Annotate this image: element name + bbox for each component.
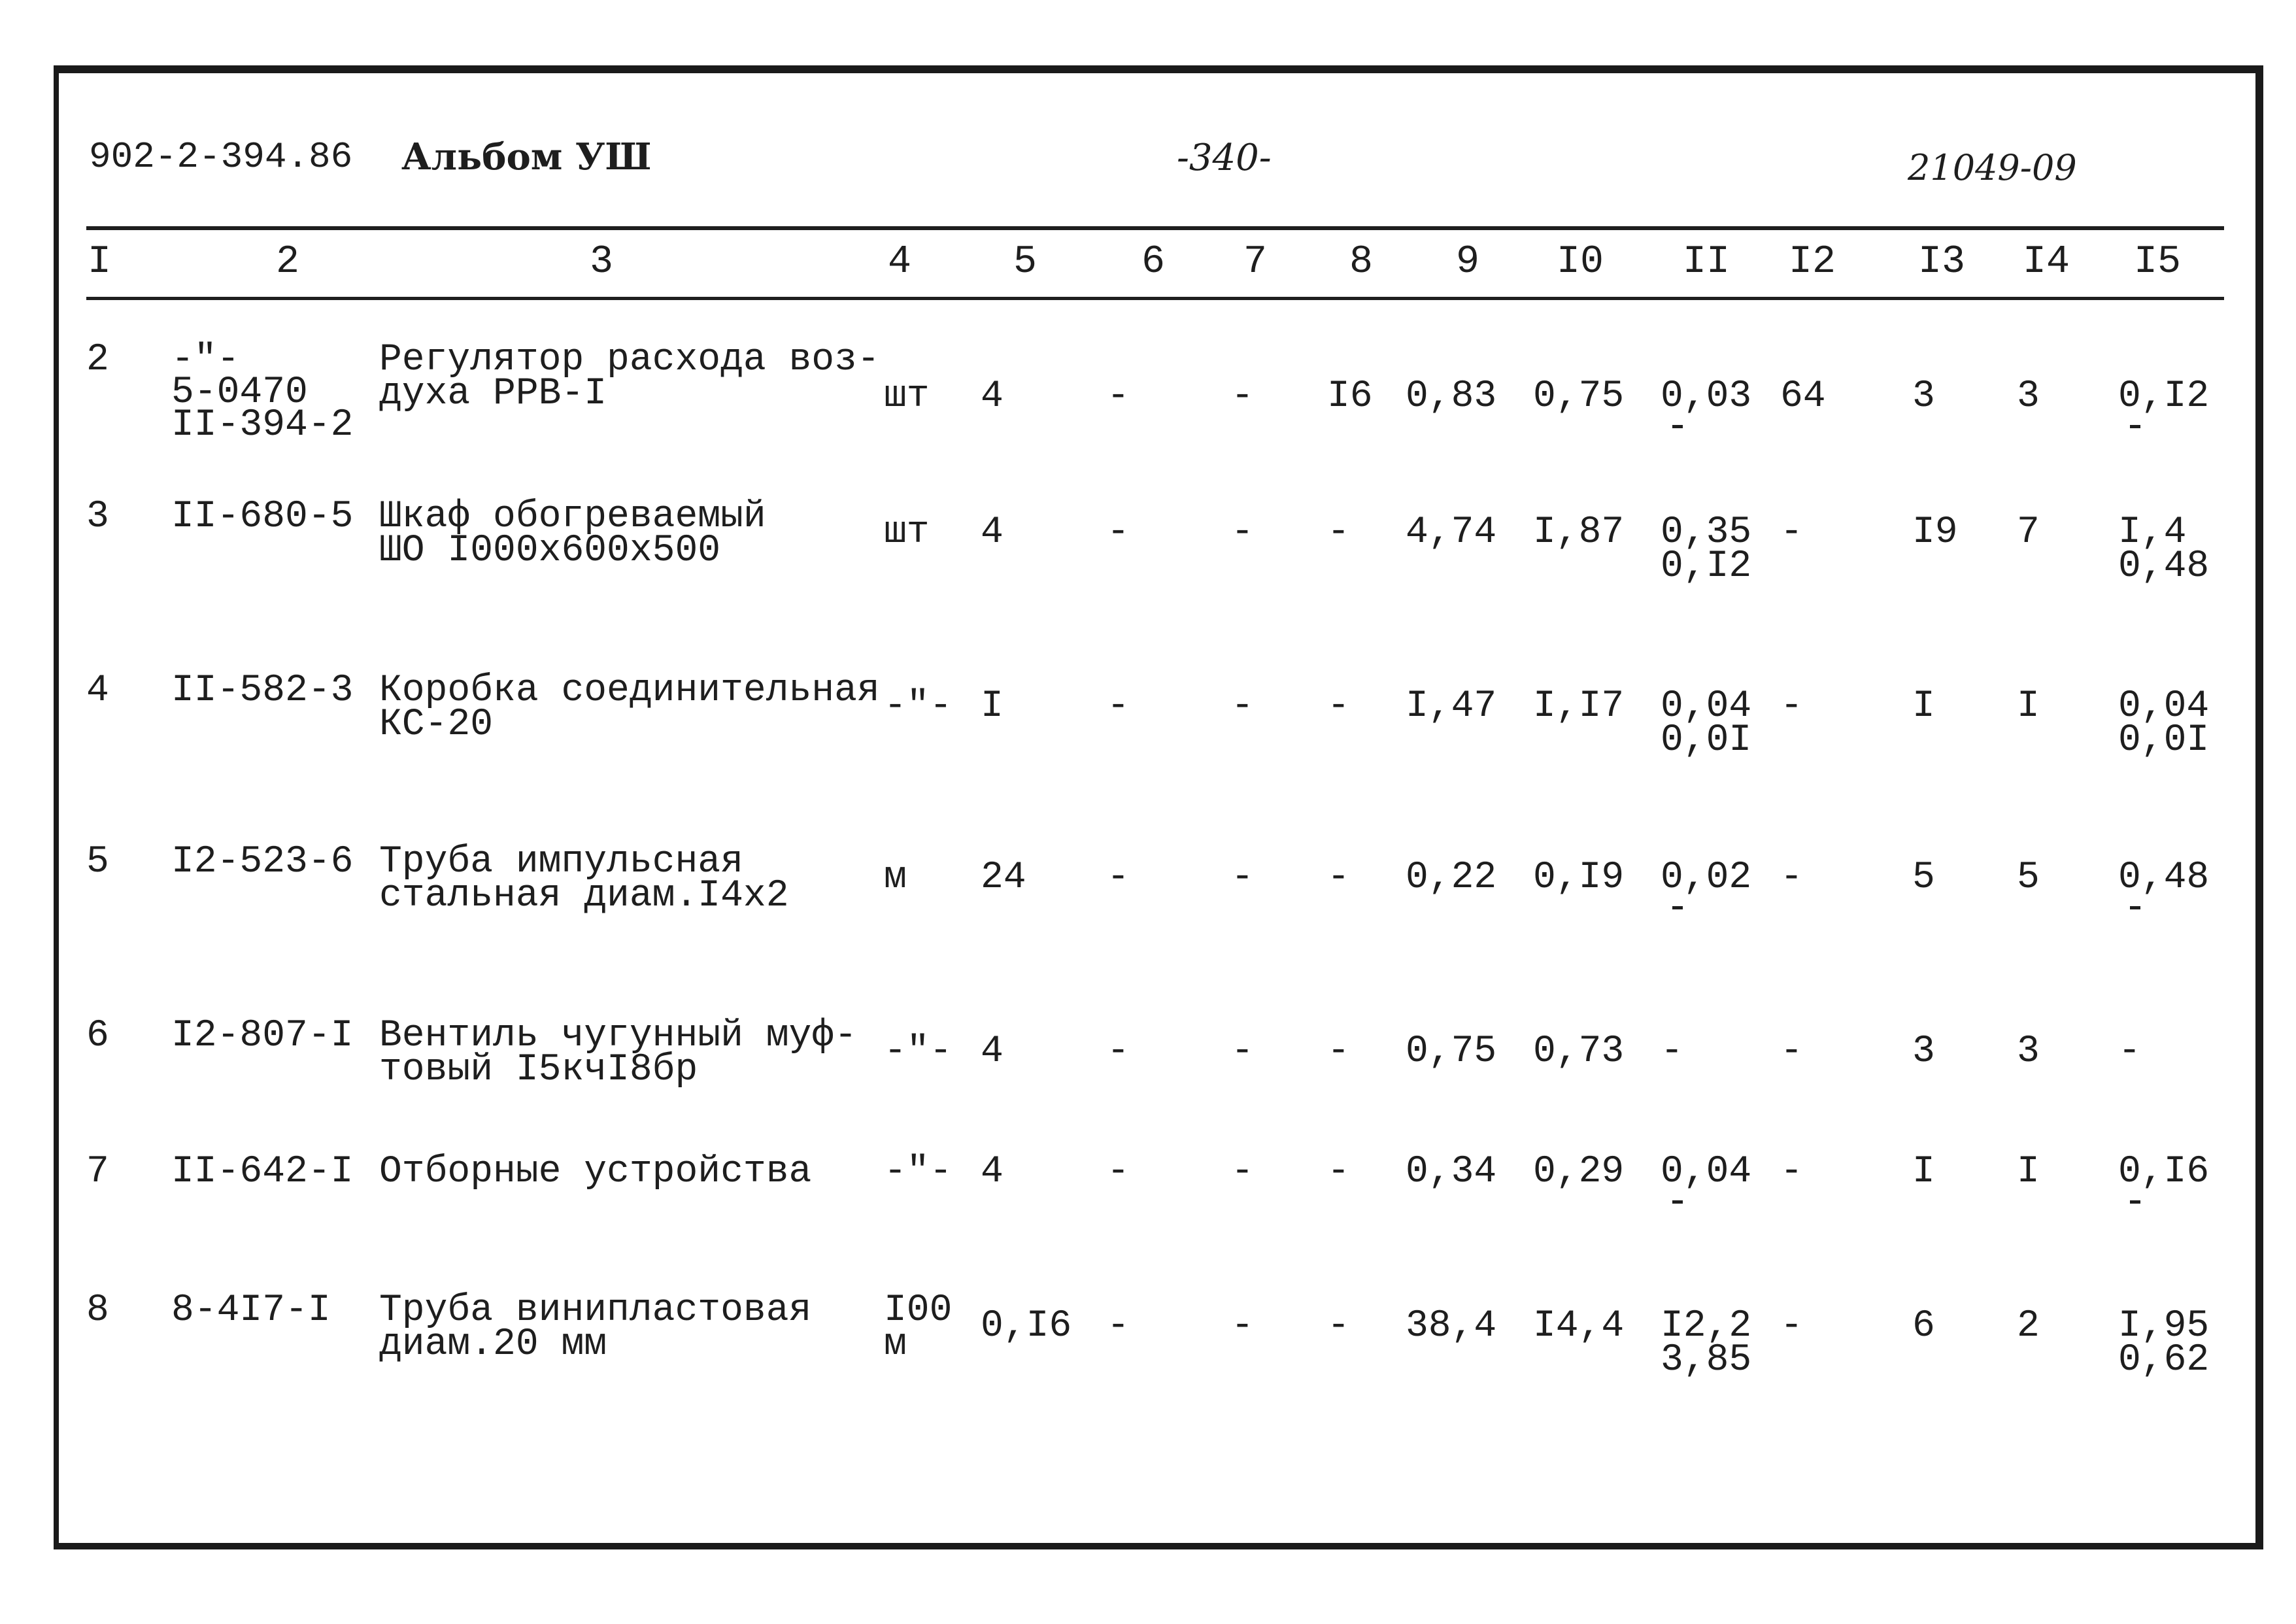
value-col-14: 2 <box>2017 1305 2040 1347</box>
sub-dash <box>2130 1200 2140 1204</box>
value-col-15: I,95 <box>2118 1305 2210 1347</box>
value-col-9: 0,22 <box>1406 856 1497 899</box>
value-col-14: I <box>2017 685 2040 728</box>
value-col-15: - <box>2118 1030 2141 1073</box>
column-header-5: 5 <box>1013 240 1038 284</box>
row-number: 5 <box>86 841 109 883</box>
value-col-11: 0,04 <box>1661 685 1752 728</box>
value-col-13: 3 <box>1912 1030 1935 1073</box>
item-quantity: 4 <box>981 511 1004 554</box>
value-col-10: 0,29 <box>1533 1151 1625 1193</box>
item-code: I2-523-6 <box>171 841 354 883</box>
value-col-14: 3 <box>2017 1030 2040 1073</box>
row-number: 3 <box>86 496 109 538</box>
item-unit: -"- <box>884 685 953 728</box>
value-col-12: - <box>1780 511 1803 554</box>
row-number: 2 <box>86 339 109 381</box>
table-top-rule <box>86 226 2224 230</box>
item-unit: -"- <box>884 1030 953 1073</box>
column-header-12: I2 <box>1788 240 1836 284</box>
value-col-6: - <box>1107 1030 1130 1073</box>
item-code: II-642-I <box>171 1151 354 1193</box>
value-col-15: 0,48 <box>2118 856 2210 899</box>
value-col-15: 0,I6 <box>2118 1151 2210 1193</box>
album-title: Альбом УШ <box>401 135 652 178</box>
value-col-8: I6 <box>1327 375 1373 418</box>
sub-value-col-15: 0,62 <box>2118 1339 2210 1381</box>
item-name: Труба винипластовая <box>379 1289 812 1332</box>
column-header-3: 3 <box>589 240 614 284</box>
column-header-7: 7 <box>1243 240 1268 284</box>
value-col-6: - <box>1107 1151 1130 1193</box>
value-col-7: - <box>1231 1151 1254 1193</box>
value-col-10: I,87 <box>1533 511 1625 554</box>
sub-dash <box>2130 906 2140 909</box>
item-quantity: 24 <box>981 856 1026 899</box>
document-code: 902-2-394.86 <box>89 136 353 178</box>
row-number: 7 <box>86 1151 109 1193</box>
value-col-12: - <box>1780 685 1803 728</box>
table-header-rule <box>86 297 2224 300</box>
column-header-4: 4 <box>887 240 912 284</box>
value-col-11: 0,03 <box>1661 375 1752 418</box>
value-col-11: 0,02 <box>1661 856 1752 899</box>
item-name: стальная диам.I4х2 <box>379 875 789 917</box>
column-header-15: I5 <box>2133 240 2182 284</box>
value-col-6: - <box>1107 856 1130 899</box>
item-name: Шкаф обогреваемый <box>379 496 766 538</box>
row-number: 4 <box>86 669 109 712</box>
value-col-11: 0,04 <box>1661 1151 1752 1193</box>
value-col-8: - <box>1327 856 1350 899</box>
item-unit: м <box>884 1323 907 1366</box>
value-col-6: - <box>1107 375 1130 418</box>
item-name: КС-20 <box>379 703 494 746</box>
item-name: товый I5кчI8бр <box>379 1049 698 1091</box>
item-unit: -"- <box>884 1151 953 1193</box>
value-col-7: - <box>1231 375 1254 418</box>
value-col-12: - <box>1780 1030 1803 1073</box>
item-name: ШО I000х600х500 <box>379 530 721 572</box>
sub-dash <box>1672 425 1683 428</box>
value-col-7: - <box>1231 511 1254 554</box>
value-col-11: I2,2 <box>1661 1305 1752 1347</box>
value-col-13: 5 <box>1912 856 1935 899</box>
item-quantity: 0,I6 <box>981 1305 1072 1347</box>
page-number: -340- <box>1177 137 1272 179</box>
value-col-13: 6 <box>1912 1305 1935 1347</box>
value-col-8: - <box>1327 1151 1350 1193</box>
sub-dash <box>1672 1200 1683 1204</box>
sub-value-col-11: 0,0I <box>1661 719 1752 762</box>
item-quantity: 4 <box>981 375 1004 418</box>
value-col-14: 3 <box>2017 375 2040 418</box>
value-col-10: I,I7 <box>1533 685 1625 728</box>
value-col-13: I <box>1912 685 1935 728</box>
value-col-13: I9 <box>1912 511 1958 554</box>
item-code: I2-807-I <box>171 1015 354 1057</box>
value-col-15: I,4 <box>2118 511 2187 554</box>
value-col-7: - <box>1231 1305 1254 1347</box>
value-col-8: - <box>1327 685 1350 728</box>
value-col-13: 3 <box>1912 375 1935 418</box>
value-col-7: - <box>1231 856 1254 899</box>
item-code: 8-4I7-I <box>171 1289 331 1332</box>
value-col-14: I <box>2017 1151 2040 1193</box>
column-header-1: I <box>87 240 112 284</box>
value-col-15: 0,I2 <box>2118 375 2210 418</box>
value-col-6: - <box>1107 685 1130 728</box>
value-col-15: 0,04 <box>2118 685 2210 728</box>
column-header-2: 2 <box>275 240 300 284</box>
value-col-9: 0,83 <box>1406 375 1497 418</box>
sub-value-col-15: 0,48 <box>2118 545 2210 588</box>
value-col-9: 0,34 <box>1406 1151 1497 1193</box>
item-code: II-680-5 <box>171 496 354 538</box>
item-name: Отборные устройства <box>379 1151 812 1193</box>
value-col-14: 5 <box>2017 856 2040 899</box>
item-unit: м <box>884 856 907 899</box>
value-col-7: - <box>1231 1030 1254 1073</box>
item-unit: шт <box>884 375 930 418</box>
column-header-10: I0 <box>1556 240 1604 284</box>
item-code: -"- <box>171 339 240 381</box>
value-col-9: I,47 <box>1406 685 1497 728</box>
column-header-13: I3 <box>1917 240 1966 284</box>
value-col-10: I4,4 <box>1533 1305 1625 1347</box>
value-col-12: 64 <box>1780 375 1826 418</box>
item-unit: I00 <box>884 1289 953 1332</box>
value-col-10: 0,I9 <box>1533 856 1625 899</box>
value-col-6: - <box>1107 511 1130 554</box>
item-name: духа РРВ-I <box>379 373 607 415</box>
row-number: 6 <box>86 1015 109 1057</box>
item-quantity: 4 <box>981 1151 1004 1193</box>
sub-dash <box>1672 906 1683 909</box>
column-header-6: 6 <box>1141 240 1166 284</box>
item-name: Вентиль чугунный муф- <box>379 1015 857 1057</box>
item-code: II-394-2 <box>171 404 354 447</box>
document-number: 21049-09 <box>1908 147 2077 188</box>
column-header-14: I4 <box>2022 240 2070 284</box>
column-header-9: 9 <box>1455 240 1480 284</box>
value-col-9: 0,75 <box>1406 1030 1497 1073</box>
item-code: II-582-3 <box>171 669 354 712</box>
item-name: диам.20 мм <box>379 1323 607 1366</box>
row-number: 8 <box>86 1289 109 1332</box>
value-col-9: 4,74 <box>1406 511 1497 554</box>
column-header-8: 8 <box>1349 240 1374 284</box>
value-col-12: - <box>1780 856 1803 899</box>
value-col-10: 0,75 <box>1533 375 1625 418</box>
item-name: Коробка соединительная <box>379 669 880 712</box>
sub-value-col-11: 0,I2 <box>1661 545 1752 588</box>
value-col-12: - <box>1780 1305 1803 1347</box>
value-col-11: - <box>1661 1030 1683 1073</box>
item-quantity: I <box>981 685 1004 728</box>
sub-value-col-15: 0,0I <box>2118 719 2210 762</box>
value-col-14: 7 <box>2017 511 2040 554</box>
value-col-6: - <box>1107 1305 1130 1347</box>
value-col-12: - <box>1780 1151 1803 1193</box>
sub-dash <box>2130 425 2140 428</box>
value-col-10: 0,73 <box>1533 1030 1625 1073</box>
item-code: 5-0470 <box>171 371 308 414</box>
value-col-11: 0,35 <box>1661 511 1752 554</box>
value-col-13: I <box>1912 1151 1935 1193</box>
item-unit: шт <box>884 511 930 554</box>
value-col-8: - <box>1327 1030 1350 1073</box>
item-name: Труба импульсная <box>379 841 743 883</box>
sub-value-col-11: 3,85 <box>1661 1339 1752 1381</box>
value-col-8: - <box>1327 511 1350 554</box>
column-header-11: II <box>1682 240 1730 284</box>
value-col-9: 38,4 <box>1406 1305 1497 1347</box>
value-col-8: - <box>1327 1305 1350 1347</box>
value-col-7: - <box>1231 685 1254 728</box>
item-name: Регулятор расхода воз- <box>379 339 880 381</box>
item-quantity: 4 <box>981 1030 1004 1073</box>
